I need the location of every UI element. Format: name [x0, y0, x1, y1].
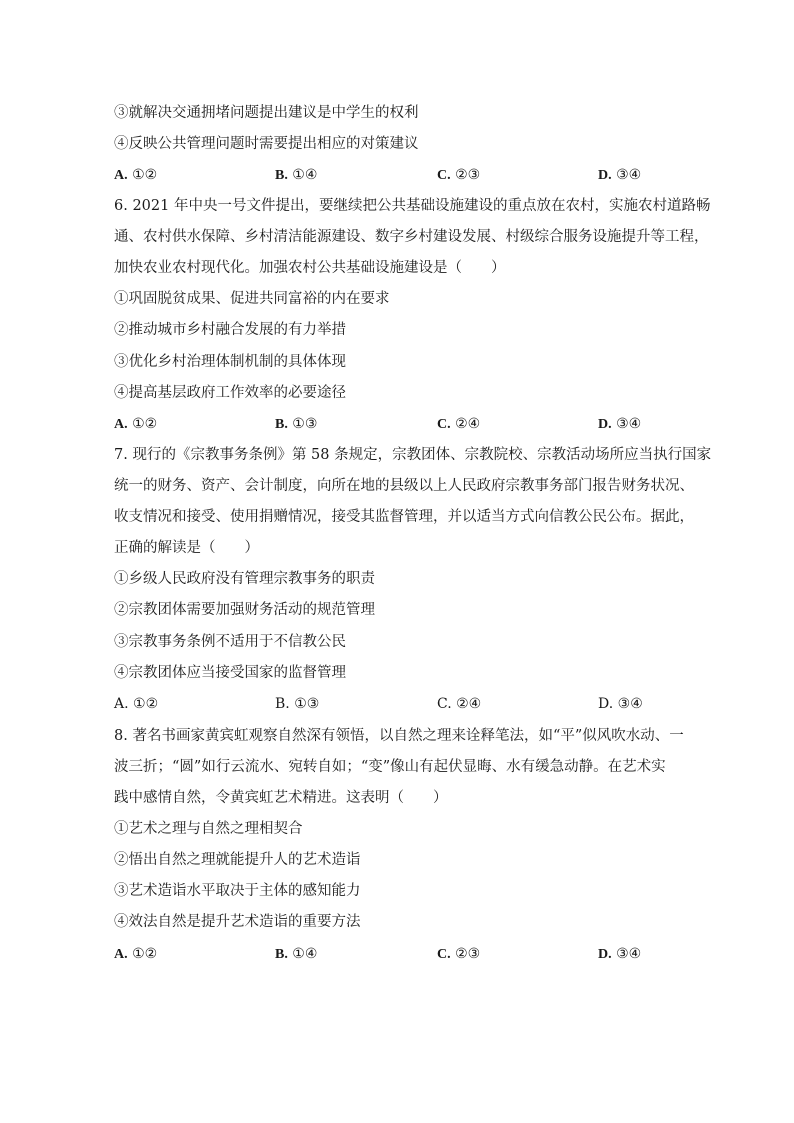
q6-option-d[interactable]: D. ③④ — [598, 416, 642, 432]
q7-option-d[interactable]: D. ③④ — [598, 696, 643, 712]
q8-stem-line: 波三折；“圆”如行云流水、宛转自如；“变”像山有起伏显晦、水有缓急动静。在艺术实 — [114, 759, 666, 775]
q7-statement: ④宗教团体应当接受国家的监督管理 — [114, 665, 346, 681]
q8-statement: ①艺术之理与自然之理相契合 — [114, 821, 303, 837]
q7-stem-line: 统一的财务、资产、会计制度，向所在地的县级以上人民政府宗教事务部门报告财务状况、 — [114, 478, 694, 494]
q7-stem-line: 收支情况和接受、使用捐赠情况，接受其监督管理，并以适当方式向信教公民公布。据此， — [114, 509, 694, 525]
q6-option-b[interactable]: B. ①③ — [275, 416, 318, 432]
q7-stem-line: 7. 现行的《宗教事务条例》第 58 条规定，宗教团体、宗教院校、宗教活动场所应当执行国家 — [114, 447, 712, 463]
q8-option-c[interactable]: C. ②③ — [437, 946, 481, 962]
q8-stem-line: 践中感情自然，令黄宾虹艺术精进。这表明（ ） — [114, 790, 448, 806]
q8-stem-line: 8. 著名书画家黄宾虹观察自然深有领悟，以自然之理来诠释笔法，如“平”似风吹水动、一 — [114, 728, 684, 744]
q6-statement: ③优化乡村治理体制机制的具体体现 — [114, 354, 346, 370]
q5-option-c[interactable]: C. ②③ — [437, 167, 481, 183]
q6-stem-line: 6. 2021 年中央一号文件提出，要继续把公共基础设施建设的重点放在农村，实施农村道路畅 — [114, 198, 711, 214]
q5-statement-3: ③就解决交通拥堵问题提出建议是中学生的权利 — [114, 105, 419, 121]
q8-statement: ④效法自然是提升艺术造诣的重要方法 — [114, 914, 361, 930]
q6-option-a[interactable]: A. ①② — [114, 416, 158, 432]
q8-statement: ②悟出自然之理就能提升人的艺术造诣 — [114, 852, 361, 868]
q5-statement-4: ④反映公共管理问题时需要提出相应的对策建议 — [114, 136, 419, 152]
q8-option-d[interactable]: D. ③④ — [598, 946, 642, 962]
q8-statement: ③艺术造诣水平取决于主体的感知能力 — [114, 883, 361, 899]
q7-statement: ①乡级人民政府没有管理宗教事务的职责 — [114, 571, 375, 587]
q7-stem-line: 正确的解读是（ ） — [114, 540, 259, 556]
q5-option-b[interactable]: B. ①④ — [275, 167, 318, 183]
q6-stem-line: 通、农村供水保障、乡村清洁能源建设、数字乡村建设发展、村级综合服务设施提升等工程， — [114, 229, 709, 245]
q8-option-a[interactable]: A. ①② — [114, 946, 158, 962]
q7-statement: ②宗教团体需要加强财务活动的规范管理 — [114, 602, 375, 618]
q7-option-a[interactable]: A. ①② — [114, 696, 159, 712]
q5-options — [0, 165, 794, 185]
q7-option-b[interactable]: B. ①③ — [275, 696, 320, 712]
q6-options — [0, 414, 794, 434]
q6-statement: ①巩固脱贫成果、促进共同富裕的内在要求 — [114, 291, 390, 307]
q8-options — [0, 944, 794, 964]
q5-option-a[interactable]: A. ①② — [114, 167, 158, 183]
q6-statement: ④提高基层政府工作效率的必要途径 — [114, 385, 346, 401]
q7-options — [0, 694, 794, 714]
q5-option-d[interactable]: D. ③④ — [598, 167, 642, 183]
q7-option-c[interactable]: C. ②④ — [437, 696, 482, 712]
q6-stem-line: 加快农业农村现代化。加强农村公共基础设施建设是（ ） — [114, 260, 506, 276]
q7-statement: ③宗教事务条例不适用于不信教公民 — [114, 634, 346, 650]
q8-option-b[interactable]: B. ①④ — [275, 946, 318, 962]
q6-statement: ②推动城市乡村融合发展的有力举措 — [114, 322, 346, 338]
q6-option-c[interactable]: C. ②④ — [437, 416, 481, 432]
